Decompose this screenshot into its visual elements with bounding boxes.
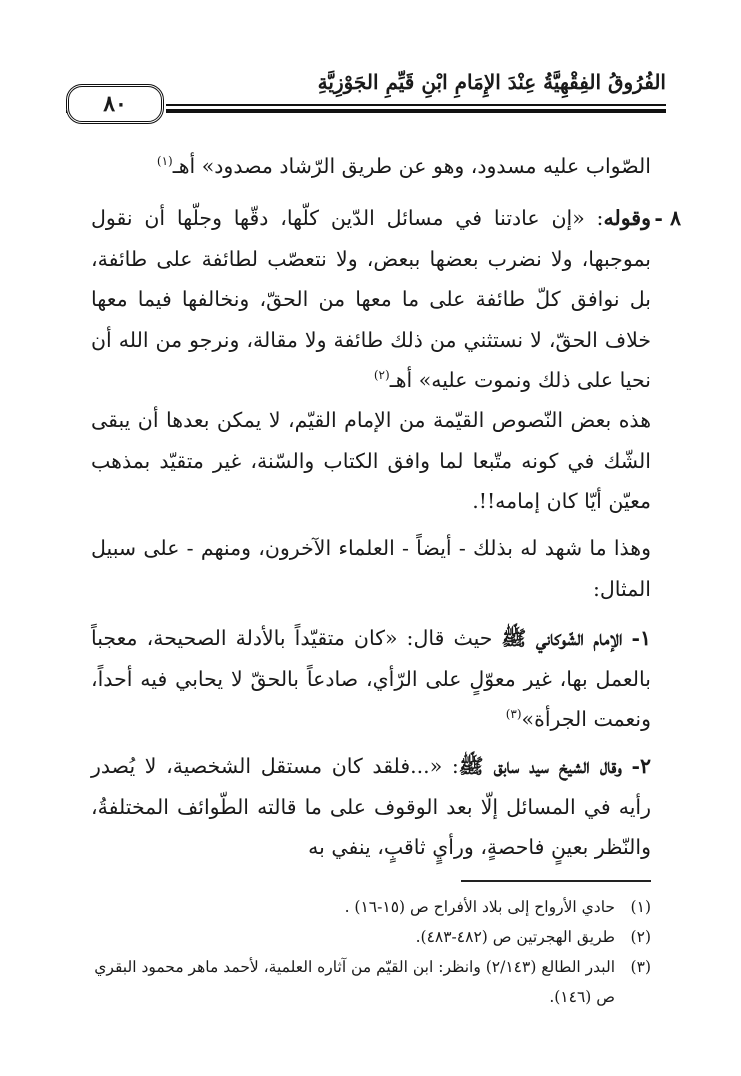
witness-1-number: ١- xyxy=(631,626,651,650)
footnote-text: حادي الأرواح إلى بلاد الأفراح ص (١٥-١٦) . xyxy=(344,898,615,916)
footnote xyxy=(91,892,651,922)
paragraph-commentary: هذه بعض النّصوص القيّمة من الإمام القيّم، لا يمكن بعدها أن يبقى الشّك في كونه متّبعا لما وافق الكتاب والسّنة، غير متقيّد بمذهب معيّن أيّا كان إمامه!!. xyxy=(91,408,651,513)
witness-2-lead: وقال الشيخ سيد سابق ﷺ xyxy=(458,754,622,778)
witness-sayyid-sabiq xyxy=(91,746,651,868)
footnote-text: البدر الطالع (٢/١٤٣) وانظر: ابن القيّم من آثاره العلمية، لأحمد ماهر محمود البقري ص (١٤٦). xyxy=(94,958,615,1006)
witness-1-text: حيث قال: «كان متقيّداً بالأدلة الصحيحة، معجباً بالعمل بها، غير معوّلٍ على الرّأي، صادعاً بالحقّ لا يحابي فيه أحداً، ونعمت الجرأة» xyxy=(91,626,651,731)
footnote-number: (١) xyxy=(630,898,651,916)
header-rule-bottom xyxy=(166,109,666,113)
item-8-lead: وقوله xyxy=(603,206,651,230)
witness-shawkani xyxy=(91,618,651,740)
numbered-item-8 xyxy=(91,198,681,401)
footnote-number: (٣) xyxy=(630,958,651,976)
footnote-ref-3: (٣) xyxy=(505,707,522,722)
paragraph-testimony-intro: وهذا ما شهد له بذلك - أيضاً - العلماء الآخرون، ومنهم - على سبيل المثال: xyxy=(91,536,651,601)
footnote-number: (٢) xyxy=(630,928,651,946)
item-number-8: ٨ - xyxy=(654,206,681,230)
footnote-text: طريق الهجرتين ص (٤٨٢-٤٨٣). xyxy=(415,928,615,946)
page-number: ٨٠ xyxy=(103,91,127,117)
witness-2-number: ٢- xyxy=(631,754,651,778)
witness-1-lead: الإمام الشّوكاني ﷺ xyxy=(501,626,623,650)
footnote-ref-2: (٢) xyxy=(373,368,390,383)
footnote-separator xyxy=(461,880,651,882)
footnote xyxy=(91,952,651,1012)
item-8-text: : «إن عادتنا في مسائل الدّين كلّها، دقّها وجلّها أن نقول بموجبها، ولا نضرب بعضها ببعض، ولا نتعصّب لطائفة على طائفة، بل نوافق كلّ طائفة على ما معها من الحقّ، ونخالفها فيما معها خلاف الحقّ، لا نستثني من ذلك طائفة ولا مقالة، ونرجو من الله أن نحيا على ذلك ونموت عليه» أهـ xyxy=(91,206,651,392)
footnotes xyxy=(91,892,651,1012)
footnote-ref-1: (١) xyxy=(156,154,173,169)
footnote xyxy=(91,922,651,952)
running-title: الفُرُوقُ الفِقْهِيَّةُ عِنْدَ الإِمَامِ ابْنِ قَيِّمِ الجَوْزِيَّةِ xyxy=(317,70,666,94)
page-header xyxy=(66,66,666,128)
paragraph-continuation: الصّواب عليه مسدود، وهو عن طريق الرّشاد مصدود» أهـ$^{(١)}$ xyxy=(156,154,651,178)
page-number-frame xyxy=(66,84,164,124)
header-rule-top xyxy=(166,104,666,106)
witness-2-text: : «...فلقد كان مستقل الشخصية، لا يُصدر رأيه في المسائل إلّا بعد الوقوف على ما قالته الطّوائف المختلفةُ، والنّظر بعينٍ فاحصةٍ، ورأيٍ ثاقبٍ، ينفي به xyxy=(91,754,651,859)
